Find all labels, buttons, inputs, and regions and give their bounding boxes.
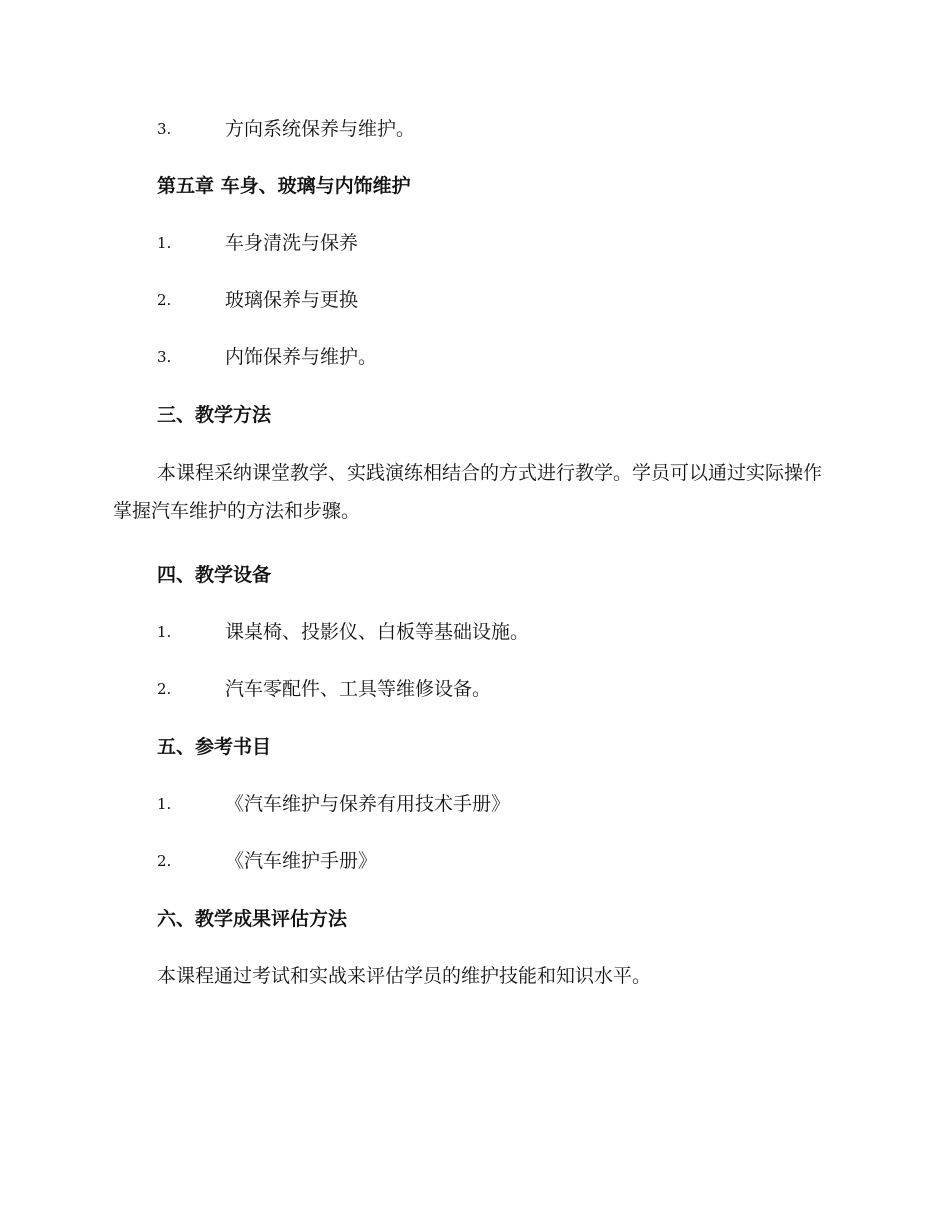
list-number: 2. — [157, 680, 172, 698]
list-number: 1. — [157, 623, 172, 641]
list-number: 3. — [157, 348, 172, 366]
section-heading: 五、参考书目 — [157, 736, 272, 758]
list-text: 课桌椅、投影仪、白板等基础设施。 — [225, 621, 530, 643]
list-number: 3. — [157, 120, 172, 138]
list-text: 内饰保养与维护。 — [225, 346, 378, 368]
section-heading: 四、教学设备 — [157, 564, 272, 586]
list-text: 《汽车维护手册》 — [225, 850, 378, 872]
list-text: 汽车零配件、工具等维修设备。 — [225, 678, 492, 700]
section-heading: 三、教学方法 — [157, 404, 272, 426]
list-number: 2. — [157, 852, 172, 870]
list-text: 《汽车维护与保养有用技术手册》 — [225, 793, 511, 815]
list-text: 方向系统保养与维护。 — [225, 118, 416, 140]
list-text: 车身清洗与保养 — [225, 232, 359, 254]
list-text: 玻璃保养与更换 — [225, 289, 359, 311]
list-number: 2. — [157, 291, 172, 309]
section-heading: 六、教学成果评估方法 — [157, 908, 348, 930]
chapter-heading: 第五章 车身、玻璃与内饰维护 — [157, 175, 411, 197]
section-paragraph: 本课程通过考试和实战来评估学员的维护技能和知识水平。 — [157, 965, 652, 987]
list-number: 1. — [157, 795, 172, 813]
section-paragraph — [113, 454, 833, 530]
list-number: 1. — [157, 234, 172, 252]
paragraph-text: 本课程采纳课堂教学、实践演练相结合的方式进行教学。学员可以通过实际操作掌握汽车维护的方法和步骤。 — [113, 462, 823, 522]
